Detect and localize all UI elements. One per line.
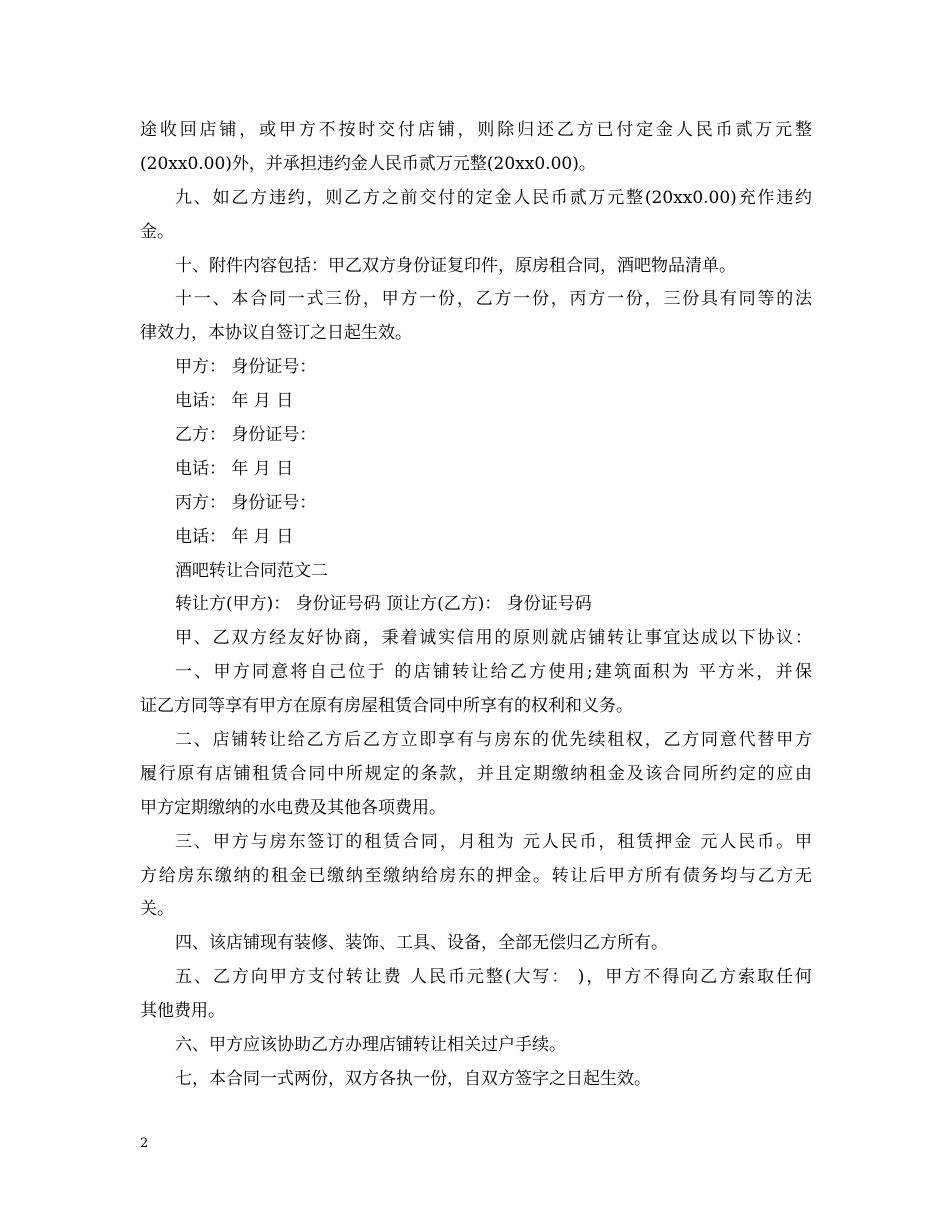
- paragraph-line: 方给房东缴纳的租金已缴纳至缴纳给房东的押金。转让后甲方所有债务均与乙方无: [140, 865, 812, 886]
- paragraph-line: 其他费用。: [140, 1001, 225, 1022]
- paragraph-line: 履行原有店铺租赁合同中所规定的条款，并且定期缴纳租金及该合同所约定的应由: [140, 763, 812, 784]
- paragraph-line: 途收回店铺，或甲方不按时交付店铺，则除归还乙方已付定金人民币贰万元整: [140, 120, 812, 140]
- paragraph-line: 金。: [140, 221, 174, 242]
- paragraph-line: 甲方定期缴纳的水电费及其他各项费用。: [140, 797, 446, 818]
- signature-line: 电话： 年 月 日: [175, 391, 294, 412]
- signature-line: 甲方： 身份证号：: [175, 357, 317, 378]
- signature-line: 电话： 年 月 日: [175, 526, 294, 547]
- paragraph-line: 律效力，本协议自签订之日起生效。: [140, 323, 412, 344]
- paragraph-line: 七，本合同一式两份，双方各执一份，自双方签字之日起生效。: [175, 1068, 651, 1089]
- party-line: 转让方(甲方)： 身份证号码 顶让方(乙方)： 身份证号码: [175, 594, 592, 615]
- paragraph-line: (20xx0.00)外，并承担违约金人民币贰万元整(20xx0.00)。: [140, 153, 596, 174]
- paragraph-line: 六、甲方应该协助乙方办理店铺转让相关过户手续。: [175, 1035, 566, 1056]
- paragraph-line: 二、店铺转让给乙方后乙方立即享有与房东的优先续租权，乙方同意代替甲方: [175, 730, 812, 751]
- page-number: 2: [140, 1136, 149, 1151]
- paragraph-line: 证乙方同等享有甲方在原有房屋租赁合同中所享有的权利和义务。: [140, 696, 633, 717]
- paragraph-line: 四、该店铺现有装修、装饰、工具、设备，全部无偿归乙方所有。: [175, 933, 668, 954]
- paragraph-line: 五、乙方向甲方支付转让费 人民币元整(大写： )，甲方不得向乙方索取任何: [175, 967, 812, 988]
- paragraph-line: 一、甲方同意将自己位于 的店铺转让给乙方使用;建筑面积为 平方米，并保: [175, 662, 812, 683]
- paragraph-line: 关。: [140, 899, 174, 920]
- signature-line: 丙方： 身份证号：: [175, 492, 317, 513]
- paragraph-line: 十、附件内容包括：甲乙双方身份证复印件，原房租合同，酒吧物品清单。: [175, 255, 736, 276]
- paragraph-line: 三、甲方与房东签订的租赁合同，月租为 元人民币，租赁押金 元人民币。甲: [175, 831, 812, 852]
- section-heading: 酒吧转让合同范文二: [175, 560, 328, 581]
- paragraph-line: 十一、本合同一式三份，甲方一份，乙方一份，丙方一份，三份具有同等的法: [175, 289, 812, 310]
- paragraph-line: 甲、乙双方经友好协商，秉着诚实信用的原则就店铺转让事宜达成以下协议：: [175, 628, 812, 649]
- signature-line: 电话： 年 月 日: [175, 458, 294, 479]
- paragraph-line: 九、如乙方违约，则乙方之前交付的定金人民币贰万元整(20xx0.00)充作违约: [175, 187, 812, 208]
- document-body: [140, 114, 812, 1097]
- signature-line: 乙方： 身份证号：: [175, 425, 317, 446]
